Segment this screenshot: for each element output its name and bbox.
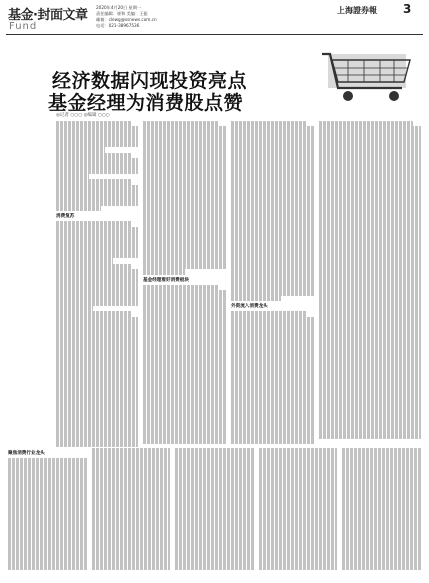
header-divider	[6, 34, 423, 35]
newspaper-logo: 上海證券報	[337, 5, 377, 15]
subhead-2: 基金经理看好消费板块	[143, 277, 189, 283]
article-column-3	[231, 121, 314, 447]
shopping-cart-illustration	[318, 48, 420, 110]
section-title: 基金·封面文章	[8, 8, 88, 23]
issue-meta	[96, 5, 296, 29]
section-subtitle: Fund	[9, 21, 38, 32]
headline-line-1: 经济数据闪现投资亮点	[52, 70, 248, 92]
subhead-3: 外资流入消费龙头	[231, 304, 268, 310]
headline-line-2: 基金经理为消费股点赞	[48, 92, 244, 114]
meta-editor: 责任编辑：崔和 美编：王振	[96, 11, 148, 16]
byline: ◎记者 ○○○ ◎编辑 ○○○	[56, 113, 110, 118]
article-column-1	[56, 121, 138, 447]
subhead-1: 消费复苏	[56, 214, 75, 220]
article-lower-block	[8, 448, 421, 578]
article-column-4	[319, 121, 421, 447]
meta-date: 2020年4月20日 星期一	[96, 5, 142, 10]
page-number: 3	[403, 2, 412, 16]
subhead-4: 聚焦消费行业龙头	[8, 451, 45, 456]
article-column-2	[143, 121, 226, 447]
meta-phone: 电话：021-38967536	[96, 23, 140, 28]
meta-email: 邮箱：clewg@ssnews.com.cn	[96, 17, 157, 22]
